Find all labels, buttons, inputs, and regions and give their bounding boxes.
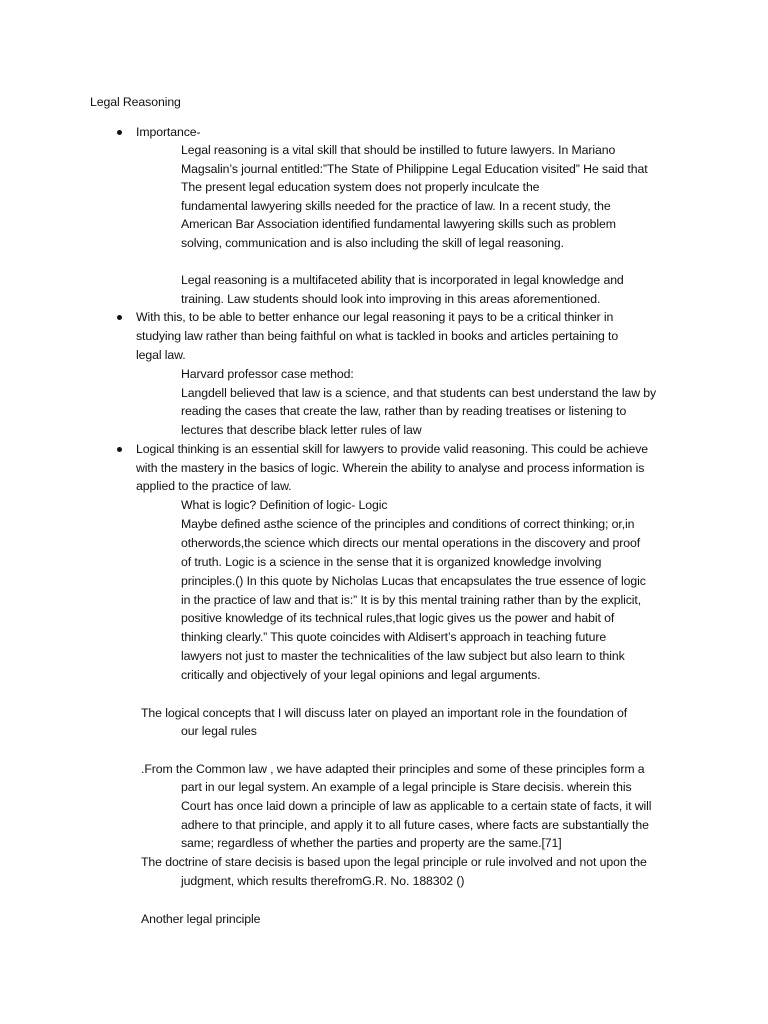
bullet-importance <box>117 130 122 135</box>
document-title: Legal Reasoning <box>90 95 181 109</box>
logic-definition-line: otherwords,the science which directs our mental operations in the discovery and proof <box>181 536 641 550</box>
importance-para2-line: training. Law students should look into improving in this areas aforementioned. <box>181 292 601 306</box>
stare-decisis-line: judgment, which results therefromG.R. No. 188302 () <box>181 874 465 888</box>
common-law-line: part in our legal system. An example of a legal principle is Stare decisis. wherein this <box>181 780 632 794</box>
logic-definition-line: lawyers not just to master the technicalities of the law subject but also learn to think <box>181 649 625 663</box>
common-law-line: .From the Common law , we have adapted their principles and some of these principles form a <box>141 762 645 776</box>
common-law-line: same; regardless of whether the parties and property are the same.[71] <box>181 836 562 850</box>
critical-line: legal law. <box>136 348 186 362</box>
logic-definition-line: What is logic? Definition of logic- Logic <box>181 498 388 512</box>
importance-para1-line: The present legal education system does not properly inculcate the <box>181 180 540 194</box>
logic-line: Logical thinking is an essential skill for lawyers to provide valid reasoning. This could be achieve <box>136 442 648 456</box>
logic-definition-line: in the practice of law and that is:” It is by this mental training rather than by the explicit, <box>181 593 642 607</box>
case-method-line: Langdell believed that law is a science, and that students can best understand the law by <box>181 386 657 400</box>
importance-para1-line: Legal reasoning is a vital skill that should be instilled to future lawyers. In Mariano <box>181 143 616 157</box>
concepts-line: our legal rules <box>181 724 257 738</box>
importance-heading: Importance- <box>136 125 201 139</box>
logic-definition-line: positive knowledge of its technical rules,that logic gives us the power and habit of <box>181 611 615 625</box>
logic-definition-line: critically and objectively of your legal opinions and legal arguments. <box>181 668 541 682</box>
importance-para1-line: solving, communication and is also including the skill of legal reasoning. <box>181 236 564 250</box>
importance-para1-line: fundamental lawyering skills needed for the practice of law. In a recent study, the <box>181 199 611 213</box>
another-principle-heading: Another legal principle <box>141 912 261 926</box>
logic-line: applied to the practice of law. <box>136 479 292 493</box>
logic-definition-line: Maybe defined asthe science of the principles and conditions of correct thinking; or,in <box>181 517 635 531</box>
concepts-line: The logical concepts that I will discuss later on played an important role in the foundation of <box>141 706 628 720</box>
case-method-line: reading the cases that create the law, rather than by reading treatises or listening to <box>181 404 627 418</box>
importance-para2-line: Legal reasoning is a multifaceted ability that is incorporated in legal knowledge and <box>181 273 624 287</box>
stare-decisis-line: The doctrine of stare decisis is based upon the legal principle or rule involved and not upon the <box>141 855 647 869</box>
importance-para1-line: American Bar Association identified fundamental lawyering skills such as problem <box>181 217 616 231</box>
bullet-critical-thinking <box>117 315 122 320</box>
logic-line: with the mastery in the basics of logic. Wherein the ability to analyse and process information is <box>136 461 645 475</box>
importance-para1-line: Magsalin’s journal entitled:”The State of Philippine Legal Education visited” He said that <box>181 162 648 176</box>
logic-definition-line: of truth. Logic is a science in the sense that it is organized knowledge involving <box>181 555 602 569</box>
critical-line: studying law rather than being faithful on what is tackled in books and articles pertaining to <box>136 329 619 343</box>
case-method-line: Harvard professor case method: <box>181 367 354 381</box>
logic-definition-line: principles.() In this quote by Nicholas Lucas that encapsulates the true essence of logic <box>181 574 646 588</box>
logic-definition-line: thinking clearly.” This quote coincides with Aldisert’s approach in teaching future <box>181 630 607 644</box>
bullet-logical-thinking <box>117 447 122 452</box>
critical-line: With this, to be able to better enhance our legal reasoning it pays to be a critical thinker in <box>136 310 614 324</box>
case-method-line: lectures that describe black letter rules of law <box>181 423 422 437</box>
common-law-line: adhere to that principle, and apply it to all future cases, where facts are substantially the <box>181 818 649 832</box>
common-law-line: Court has once laid down a principle of law as applicable to a certain state of facts, it will <box>181 799 652 813</box>
